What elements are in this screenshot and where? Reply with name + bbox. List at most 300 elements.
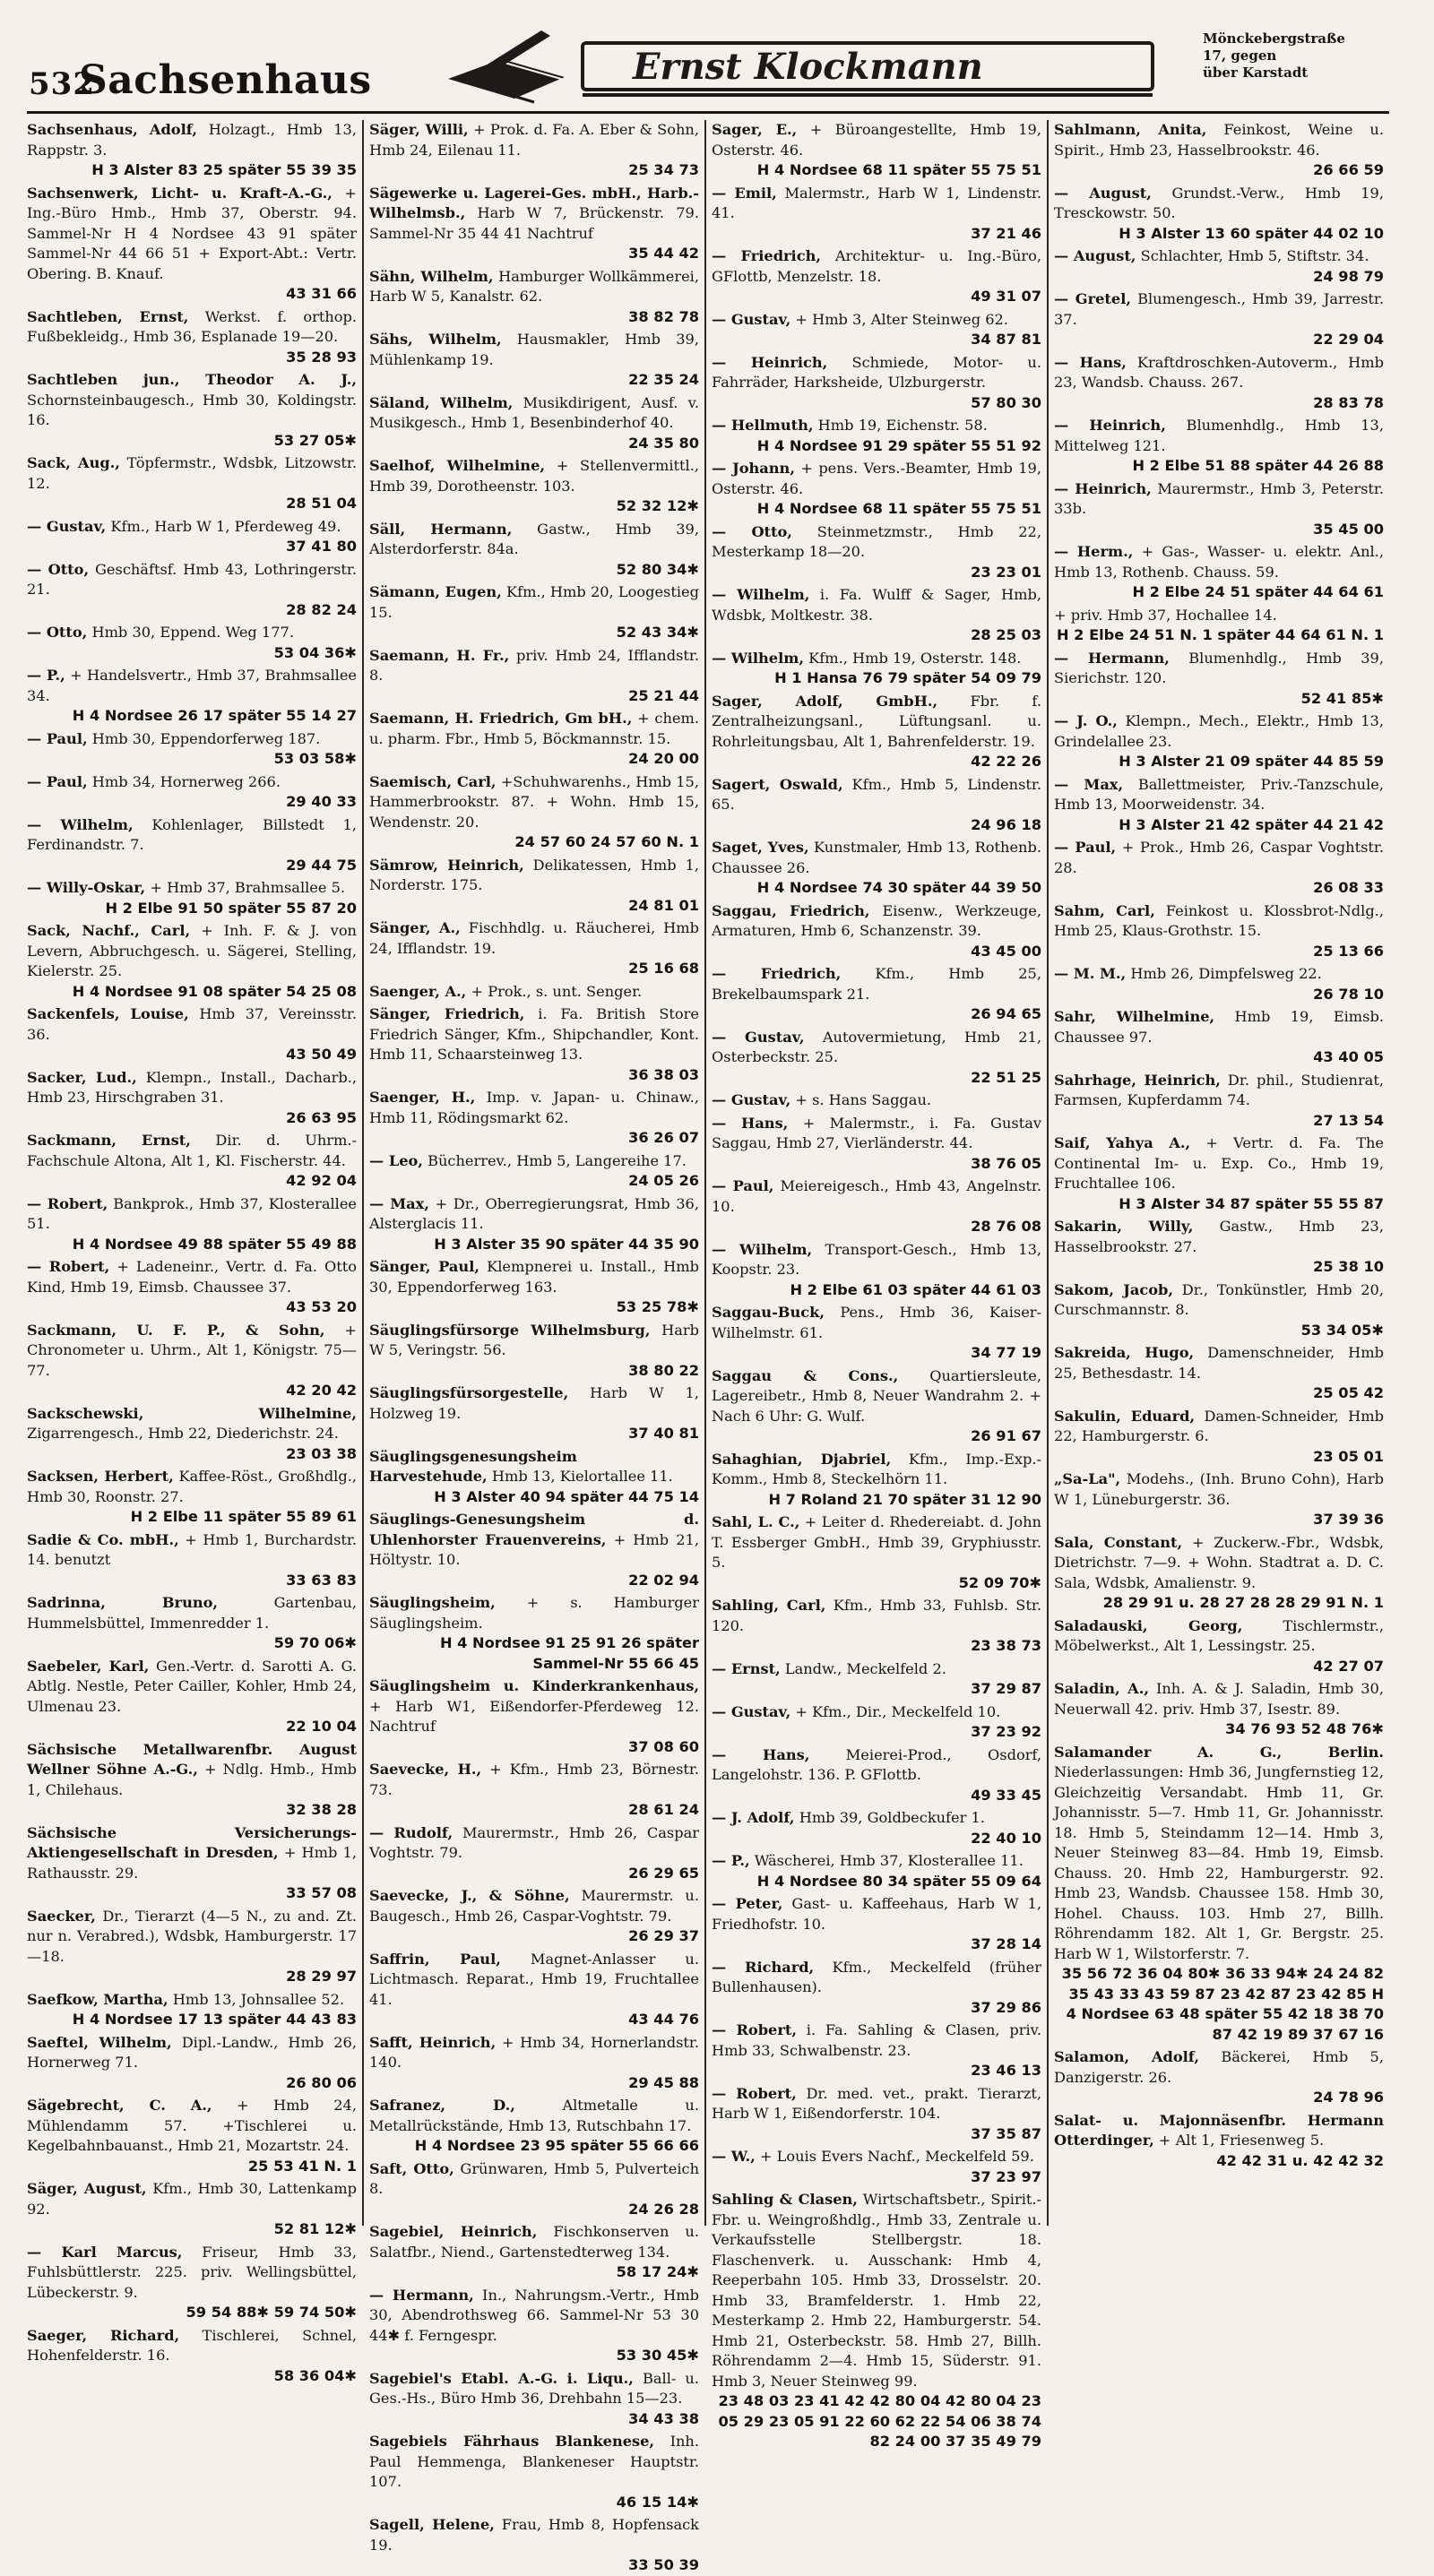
entry-phone: 25 34 73 [628,161,699,178]
directory-entry [369,2033,699,2094]
entry-name: Sager, Adolf, GmbH., [712,692,938,710]
entry-name: Sacksen, Herbert, [27,1468,174,1485]
entry-name: Sadrinna, Bruno, [27,1594,219,1611]
directory-entry [1054,1533,1384,1614]
entry-phone: 53 34 05✱ [1300,1321,1384,1339]
entry-name: Saggau, Friedrich, [712,901,870,919]
directory-entry [369,267,699,328]
directory-entry [1054,1743,1384,2046]
entry-phone: 43 50 49 [286,1046,357,1063]
entry-name: — Paul, [27,772,88,790]
entry-phone: 37 28 14 [971,1935,1041,1952]
entry-details: Wirtschaftsbetr., Spirit.-Fbr. u. Weingroßhdlg., Hmb 33, Zentrale u. Verkaufsstelle Stellbergstr. 18. Flaschenverk. u. Ausschank: Hmb 4, Reeperbahn 105. Hmb 33, Drosselstr. 20. Hmb 33, Bramfelderstr. 1. Hmb 22, Mesterkamp 2. Hmb 22, Hamburgerstr. 54. Hmb 21, Osterbeckstr. 58. Hmb 27, Billh. Röhrendamm 2—4. Hmb 15, Süderstr. 91. Hmb 3, Neuer Steinweg 99. [712,2191,1041,2390]
pen-box-icon [448,30,565,102]
entry-details: Blumengesch., Hmb 39, Jarrestr. 37. [1054,290,1384,328]
entry-name: Sähn, Wilhelm, [369,267,494,285]
header-rule [27,111,1389,114]
directory-entry [712,692,1041,772]
entry-details: + pens. Vers.-Beamter, Hmb 19, Osterstr. 46. [712,460,1041,497]
entry-phone: 42 42 31 u. 42 42 32 [1216,2151,1384,2169]
entry-details: priv. Hmb 24, Ifflandstr. 8. [369,646,699,684]
entry-details: Dir. d. Uhrm.-Fachschule Altona, Alt 1, Kl. Fischerstr. 44. [27,1132,357,1169]
entry-name: Sacker, Lud., [27,1068,137,1086]
entry-name: Salat- u. Majonnäsenfbr. Hermann Otterdinger, [1054,2111,1384,2149]
entry-name: — Richard, [712,1958,815,1976]
entry-details: Fbr. f. Zentralheizungsanl., Lüftungsanl. u. Rohrleitungsbau, Alt 1, Bahrenfelderstr. 19. [712,692,1041,750]
directory-entry [369,982,699,1003]
entry-details: Hmb 34, Hornerweg 266. [91,772,281,790]
entry-name: — Wilhelm, [712,586,810,603]
entry-phone: H 3 Alster 21 42 später 44 21 42 [1119,815,1384,833]
entry-name: — Heinrich, [1054,479,1152,497]
entry-phone: 26 63 95 [286,1108,357,1126]
entry-phone: 23 38 73 [971,1637,1041,1654]
entry-phone: 37 23 92 [971,1723,1041,1740]
entry-phone: H 4 Nordsee 80 34 später 55 09 64 [756,1872,1041,1890]
entry-details: + Zuckerw.-Fbr., Wdsbk, Dietrichstr. 7—9. + Wohn. Stadtrat a. D. C. Sala, Wdsbk, Amalienstr. 9. [1054,1533,1384,1591]
entry-details: Kfm., Hmb 19, Osterstr. 148. [808,649,1022,667]
entry-phone: 25 05 42 [1313,1384,1384,1401]
directory-entry [1054,1071,1384,1132]
entry-details: + Hmb 34, Hornerlandstr. 140. [369,2033,700,2071]
entry-name: Sachtleben jun., Theodor A. J., [27,371,357,388]
entry-name: „Sa-La", [1054,1470,1121,1487]
directory-entry [1054,1343,1384,1404]
entry-name: Saif, Yahya A., [1054,1134,1191,1151]
entry-phone: 42 27 07 [1313,1657,1384,1675]
entry-phone: 43 45 00 [971,942,1041,960]
directory-entry [369,1593,699,1674]
entry-details: Dr., Tierarzt (4—5 N., zu and. Zt. nur n. Verabred.), Wdsbk, Hamburgerstr. 17—18. [27,1907,357,1965]
directory-entry [369,1886,699,1947]
entry-name: — Otto, [712,522,792,540]
directory-entry [27,1740,357,1821]
entry-name: Safranez, D., [369,2097,515,2114]
entry-phone: 42 92 04 [286,1172,357,1189]
directory-entry [369,646,699,707]
directory-entry [712,964,1041,1025]
entry-name: — J. Adolf, [712,1809,795,1826]
entry-phone: 28 76 08 [971,1218,1041,1235]
entry-name: — Wilhelm, [712,649,804,667]
entry-name: Sahrhage, Heinrich, [1054,1071,1221,1089]
entry-details: Damen-Schneider, Hmb 22, Hamburgerstr. 6. [1054,1407,1384,1444]
entry-phone: H 3 Alster 21 09 später 44 85 59 [1119,753,1384,770]
entry-details: + Harb W1, Eißendorfer-Pferdeweg 12. Nachtruf [369,1697,699,1735]
entry-phone: H 4 Nordsee 68 11 später 55 75 51 [756,500,1041,517]
entry-details: Landw., Meckelfeld 2. [784,1659,946,1677]
directory-entry [1054,1133,1384,1214]
entry-phone: 43 40 05 [1313,1048,1384,1065]
entry-details: Friseur, Hmb 33, Fuhlsbüttlerstr. 225. priv. Wellingsbüttel, Lübeckerstr. 9. [27,2243,357,2301]
entry-details: Transport-Gesch., Hmb 13, Koopstr. 23. [712,1240,1042,1278]
entry-details: Musikdirigent, Ausf. v. Musikgesch., Hmb 1, Besenbinderhof 40. [369,393,699,431]
entry-name: — Robert, [712,2084,797,2102]
entry-name: — Wilhelm, [27,815,134,833]
directory-entry [1054,542,1384,603]
entry-name: Safft, Heinrich, [369,2033,497,2051]
entry-phone: 28 51 04 [286,495,357,512]
directory-entry [369,1321,699,1382]
directory-entry [27,1823,357,1904]
entry-phone: 22 02 94 [628,1571,699,1589]
entry-name: Säuglings-Genesungsheim d. Uhlenhorster Frauenvereins, [369,1511,699,1548]
entry-details: + Stellenvermittl., Hmb 39, Dorotheenstr. 103. [369,457,699,495]
entry-details: Klempnerei u. Install., Hmb 30, Eppendorferweg 163. [369,1258,699,1296]
entry-name: — Hellmuth, [712,417,814,434]
directory-columns [27,120,1389,2573]
directory-entry [712,775,1041,836]
entry-phone: 24 78 96 [1313,2089,1384,2106]
entry-phone: 37 29 86 [971,1998,1041,2016]
entry-name: Sagert, Oswald, [712,775,843,793]
entry-details: Architektur- u. Ing.-Büro, GFlottb, Menzelstr. 18. [712,247,1041,285]
entry-phone: 24 26 28 [628,2200,699,2218]
directory-entry [369,1151,699,1192]
entry-phone: 43 31 66 [286,285,357,302]
entry-details: Gast- u. Kaffeehaus, Harb W 1, Friedhofstr. 10. [712,1895,1041,1933]
directory-entry [369,1088,699,1149]
directory-entry [27,370,357,451]
directory-entry [712,649,1041,689]
entry-phone: 33 50 39 [628,2556,699,2573]
directory-entry [27,517,357,557]
directory-entry [27,815,357,876]
directory-entry [369,1257,699,1318]
entry-details: Frau, Hmb 8, Hopfensack 19. [369,2516,699,2554]
entry-details: + Inh. F. & J. von Levern, Abbruchgesch. u. Sägerei, Stelling, Kielerstr. 25. [27,922,357,979]
entry-phone: 42 22 26 [971,753,1041,770]
entry-name: — Gretel, [1054,290,1131,307]
entry-phone: 22 29 04 [1313,331,1384,348]
entry-name: — Hermann, [369,2286,474,2304]
entry-name: — Wilhelm, [712,1240,813,1258]
directory-entry [712,1958,1041,2019]
directory-entry [27,878,357,918]
entry-phone: 35 56 72 36 04 80✱ 36 33 94✱ 24 24 82 35 43 33 43 59 87 23 42 87 23 42 85 H 4 Nordsee 63 48 später 55 42 18 38 70 87 42 19 89 37 67 16 [1061,1965,1384,2043]
entry-details: Bankprok., Hmb 37, Klosterallee 51. [27,1194,357,1232]
entry-details: + Louis Evers Nachf., Meckelfeld 59. [759,2148,1034,2165]
entry-details: + Chronometer u. Uhrm., Alt 1, Königstr. 75—77. [27,1321,357,1379]
entry-phone: 37 35 87 [971,2124,1041,2142]
entry-name: Sächsische Versicherungs-Aktiengesellschaft in Dresden, [27,1823,357,1861]
entry-details: Kunstmaler, Hmb 13, Rothenb. Chaussee 26. [712,839,1041,876]
entry-phone: 32 38 28 [286,1801,357,1818]
entry-name: — Emil, [712,184,777,202]
directory-entry [712,2084,1041,2145]
entry-name: Säll, Hermann, [369,520,513,538]
entry-details: Kfm., Hmb 5, Lindenstr. 65. [712,775,1041,813]
entry-name: Säuglingsgenesungsheim Harvestehude, [369,1447,577,1485]
entry-details: + Alt 1, Friesenweg 5. [1158,2132,1325,2149]
entry-phone: H 2 Elbe 24 51 N. 1 später 44 64 61 N. 1 [1056,626,1384,643]
directory-entry [712,353,1041,414]
entry-name: Sagebiel's Etabl. A.-G. i. Liqu., [369,2369,634,2387]
directory-entry [712,2190,1041,2452]
entry-name: — P., [27,667,65,684]
entry-details: Harb W 7, Brückenstr. 79. Sammel-Nr 35 44 41 Nachtruf [369,204,699,242]
entry-phone: 49 31 07 [971,288,1041,305]
entry-phone: 33 57 08 [286,1884,357,1901]
directory-entry [1054,184,1384,245]
directory-entry [1054,2111,1384,2172]
entry-name: Saggau & Cons., [712,1366,899,1384]
directory-entry [1054,901,1384,962]
directory-entry [27,120,357,181]
entry-phone: 43 44 76 [628,2011,699,2028]
entry-phone: H 4 Nordsee 74 30 später 44 39 50 [756,879,1041,896]
entry-phone: 59 70 06✱ [273,1634,357,1651]
entry-details: Dr. phil., Studienrat, Farmsen, Kupferdamm 74. [1054,1071,1384,1108]
entry-phone: H 4 Nordsee 68 11 später 55 75 51 [756,161,1041,178]
directory-entry [27,1907,357,1987]
entry-details: + priv. Hmb 37, Hochallee 14. [1054,606,1277,624]
directory-entry [712,184,1041,245]
directory-entry [369,330,699,391]
entry-name: — M. M., [1054,965,1127,982]
directory-entry [1054,1007,1384,1068]
entry-phone: 23 05 01 [1313,1447,1384,1465]
entry-name: — Friedrich, [712,965,842,982]
entry-details: Kohlenlager, Billstedt 1, Ferdinandstr. 7. [27,815,357,853]
entry-name: — Hans, [1054,353,1127,371]
entry-name: Saggau-Buck, [712,1304,825,1321]
entry-name: Sakulin, Eduard, [1054,1407,1196,1425]
entry-phone: 58 17 24✱ [616,2263,699,2280]
entry-phone: 28 25 03 [971,626,1041,643]
directory-entry [712,1851,1041,1891]
entry-details: + Prok., s. unt. Senger. [471,982,643,1000]
entry-phone: H 1 Hansa 76 79 später 54 09 79 [774,669,1041,686]
entry-details: Modehs., (Inh. Bruno Cohn), Harb W 1, Lüneburgerstr. 36. [1054,1470,1384,1508]
entry-details: + Ladeneinr., Vertr. d. Fa. Otto Kind, Hmb 19, Eimsb. Chaussee 37. [27,1258,357,1296]
entry-name: — Max, [369,1194,429,1212]
entry-details: Maurermstr., Hmb 26, Caspar Voghtstr. 79. [369,1823,699,1861]
entry-details: Gen.-Vertr. d. Sarotti A. G. Abtlg. Nestle, Peter Cailler, Kohler, Hmb 24, Ulmenau 23. [27,1657,357,1715]
entry-name: Saevecke, J., & Söhne, [369,1887,570,1904]
entry-name: — J. O., [1054,712,1118,729]
entry-phone: 24 35 80 [628,434,699,452]
directory-entry [27,453,357,514]
directory-entry [1054,353,1384,414]
entry-name: Sack, Nachf., Carl, [27,922,191,939]
entry-details: In., Nahrungsm.-Vertr., Hmb 30, Abendrothsweg 66. Sammel-Nr 53 30 44✱ f. Ferngespr. [369,2286,699,2344]
entry-details: Hmb 26, Dimpfelsweg 22. [1130,965,1322,982]
entry-details: Kfm., Hmb 33, Fuhlsb. Str. 120. [712,1597,1041,1634]
entry-name: Sahl, L. C., [712,1513,800,1530]
entry-name: — August, [1054,184,1152,202]
entry-name: — Hans, [712,1114,789,1132]
entry-phone: 26 80 06 [286,2073,357,2091]
entry-details: Malermstr., Harb W 1, Lindenstr. 41. [712,184,1041,221]
entry-name: — Robert, [712,2021,797,2038]
directory-entry [1054,606,1384,646]
directory-entry [712,1745,1041,1806]
entry-name: Sahr, Wilhelmine, [1054,1008,1215,1025]
entry-details: Dr., Tonkünstler, Hmb 20, Curschmannstr. 8. [1054,1280,1384,1318]
entry-details: Fischhdlg. u. Räucherei, Hmb 24, Ifflandstr. 19. [369,919,699,957]
entry-phone: 37 39 36 [1313,1511,1384,1528]
page-number: 532 [29,66,95,102]
directory-entry [369,2515,699,2576]
entry-details: Schlachter, Hmb 5, Stiftstr. 34. [1140,247,1369,264]
directory-entry [712,1176,1041,1237]
entry-name: Salamander A. G., Berlin. [1054,1743,1384,1761]
directory-entry [712,1366,1041,1447]
directory-entry [1054,2047,1384,2108]
entry-details: + Vertr. d. Fa. The Continental Im- u. Exp. Co., Hmb 19, Fruchtallee 106. [1054,1134,1385,1192]
entry-name: Säuglingsfürsorgestelle, [369,1384,569,1401]
entry-phone: H 4 Nordsee 23 95 später 55 66 66 [414,2137,699,2154]
directory-entry [1054,1280,1384,1341]
entry-phone: 35 44 42 [628,245,699,262]
entry-phone: 36 26 07 [628,1129,699,1146]
entry-name: — Gustav, [712,1028,805,1046]
entry-details: + Prok. d. Fa. A. Eber & Sohn, Hmb 24, Eilenau 11. [369,121,700,159]
directory-entry [369,456,699,517]
entry-name: — Friedrich, [712,247,821,264]
entry-details: Delikatessen, Hmb 1, Norderstr. 175. [369,856,699,893]
entry-phone: H 3 Alster 34 87 später 55 55 87 [1119,1194,1384,1212]
directory-entry [369,1383,699,1444]
entry-name: Sadie & Co. mbH., [27,1530,179,1548]
directory-entry [27,2326,357,2387]
entry-details: + Hmb 3, Alter Steinweg 62. [795,310,1008,328]
entry-phone: 26 94 65 [971,1005,1041,1022]
directory-entry [1054,1469,1384,1530]
entry-phone: 24 81 01 [628,896,699,914]
entry-phone: 24 98 79 [1313,267,1384,285]
directory-entry [369,1760,699,1821]
entry-phone: 25 21 44 [628,686,699,704]
entry-details: + chem. u. pharm. Fbr., Hmb 5, Böckmannstr. 15. [369,710,699,747]
entry-details: Hamburger Wollkämmerei, Harb W 5, Kanalstr. 62. [369,267,699,305]
entry-phone: 37 29 87 [971,1680,1041,1697]
entry-name: — Leo, [369,1151,423,1169]
entry-name: — Gustav, [27,517,107,535]
entry-phone: 46 15 14✱ [616,2493,699,2511]
entry-name: Sagebiels Fährhaus Blankenese, [369,2433,655,2450]
entry-name: Säuglingsfürsorge Wilhelmsburg, [369,1321,651,1339]
entry-name: Sachtleben, Ernst, [27,307,189,325]
entry-details: Quartiersleute, Lagereibetr., Hmb 8, Neuer Wandrahm 2. + Nach 6 Uhr: G. Wulf. [712,1366,1041,1425]
entry-details: Kfm., Hmb 30, Lattenkamp 92. [27,2180,357,2218]
directory-entry [712,1028,1041,1089]
directory-entry [712,1808,1041,1848]
entry-details: + Hmb 21, Höltystr. 10. [369,1530,699,1568]
directory-entry [27,1657,357,1737]
directory-entry [1054,1616,1384,1677]
entry-phone: 23 03 38 [286,1444,357,1462]
directory-entry [27,2096,357,2176]
entry-details: Imp. v. Japan- u. Chinaw., Hmb 11, Rödingsmarkt 62. [369,1089,699,1126]
entry-phone: 23 46 13 [971,2062,1041,2079]
entry-name: Sägewerke u. Lagerei-Ges. mbH., Harb.-Wilhelmsb., [369,184,699,221]
entry-details: Dr. med. vet., prakt. Tierarzt, Harb W 1, Eißendorferstr. 104. [712,2084,1041,2122]
entry-name: — Willy-Oskar, [27,879,146,896]
directory-entry [27,772,357,813]
entry-details: Kaffee-Röst., Großhdlg., Hmb 30, Roonstr. 27. [27,1468,357,1505]
entry-details: Kfm., Harb W 1, Pferdeweg 49. [110,517,341,535]
entry-details: Klempn., Mech., Elektr., Hmb 13, Grindelallee 23. [1054,712,1384,750]
entry-name: — Hans, [712,1745,810,1763]
entry-name: — Otto, [27,624,88,641]
entry-name: Saecker, [27,1907,96,1925]
entry-name: Saefkow, Martha, [27,1990,168,2008]
entry-details: + Ndlg. Hmb., Hmb 1, Chilehaus. [27,1761,357,1798]
directory-entry [369,1510,699,1590]
entry-phone: 28 29 91 u. 28 27 28 28 29 91 N. 1 [1102,1594,1384,1611]
directory-entry [27,2179,357,2240]
entry-name: — Gustav, [712,310,791,328]
entry-name: Sämrow, Heinrich, [369,856,524,874]
entry-phone: 35 45 00 [1313,520,1384,538]
entry-phone: 25 38 10 [1313,1258,1384,1275]
entry-phone: 28 61 24 [628,1801,699,1818]
directory-entry [27,2033,357,2094]
entry-details: Inh. Paul Hemmenga, Blankeneser Hauptstr. 107. [369,2433,699,2490]
entry-name: Säuglingsheim, [369,1594,496,1611]
column-2 [369,120,700,2573]
entry-details: Blumenhdlg., Hmb 13, Mittelweg 121. [1054,417,1384,454]
entry-name: — Robert, [27,1194,108,1212]
entry-name: — Otto, [27,560,90,578]
entry-phone: 24 05 26 [628,1172,699,1189]
directory-entry [712,838,1041,899]
entry-name: Sakom, Jacob, [1054,1280,1173,1298]
entry-phone: H 2 Elbe 61 03 später 44 61 03 [790,1280,1041,1298]
entry-phone: 35 28 93 [286,348,357,366]
entry-name: Saffrin, Paul, [369,1950,501,1968]
entry-name: Sänger, Friedrich, [369,1005,525,1022]
entry-details: Meierei-Prod., Osdorf, Langelohstr. 136. P. GFlottb. [712,1745,1041,1783]
entry-name: Saladauski, Georg, [1054,1616,1243,1634]
entry-name: Saelhof, Wilhelmine, [369,457,546,474]
directory-entry [1054,246,1384,287]
entry-details: Bücherrev., Hmb 5, Langereihe 17. [428,1151,687,1169]
entry-details: Kfm., Hmb 25, Brekelbaumspark 21. [712,965,1042,1003]
entry-details: Hmb 13, Johnsallee 52. [172,1990,345,2008]
entry-details: i. Fa. British Store Friedrich Sänger, Kfm., Shipchandler, Kont. Hmb 11, Schaarsteinweg 13. [369,1005,699,1063]
entry-name: — Robert, [27,1258,110,1275]
entry-details: Fischkonserven u. Salatfbr., Niend., Gartenstedterweg 134. [369,2223,699,2261]
directory-entry [1054,1679,1384,1740]
entry-phone: H 4 Nordsee 49 88 später 55 49 88 [72,1235,357,1253]
entry-phone: H 4 Nordsee 26 17 später 55 14 27 [72,707,357,724]
entry-details: + Prok., Hmb 26, Caspar Voghtstr. 28. [1054,839,1384,876]
entry-details: Hmb 37, Vereinsstr. 36. [27,1005,357,1043]
entry-phone: 49 33 45 [971,1786,1041,1804]
entry-details: Schornsteinbaugesch., Hmb 30, Koldingstr. 16. [27,391,357,428]
entry-phone: 28 83 78 [1313,393,1384,411]
entry-phone: H 3 Alster 40 94 später 44 75 14 [434,1487,699,1505]
entry-phone: 26 29 37 [628,1927,699,1944]
entry-phone: 26 29 65 [628,1864,699,1882]
entry-details: Harb W 5, Veringstr. 56. [369,1321,699,1358]
entry-name: Sackenfels, Louise, [27,1005,189,1022]
entry-details: + Gas-, Wasser- u. elektr. Anl., Hmb 13, Rothenb. Chauss. 59. [1054,543,1384,581]
directory-entry [27,729,357,770]
directory-entry [369,1194,699,1255]
entry-phone: 52 80 34✱ [616,560,699,578]
directory-entry [27,1257,357,1318]
directory-entry [712,459,1041,520]
directory-entry [27,1321,357,1401]
entry-name: Sachsenhaus, Adolf, [27,121,197,138]
entry-phone: H 4 Nordsee 17 13 später 44 43 83 [72,2011,357,2028]
entry-details: + Hmb 37, Brahmsallee 5. [150,879,346,896]
entry-phone: 43 53 20 [286,1298,357,1315]
